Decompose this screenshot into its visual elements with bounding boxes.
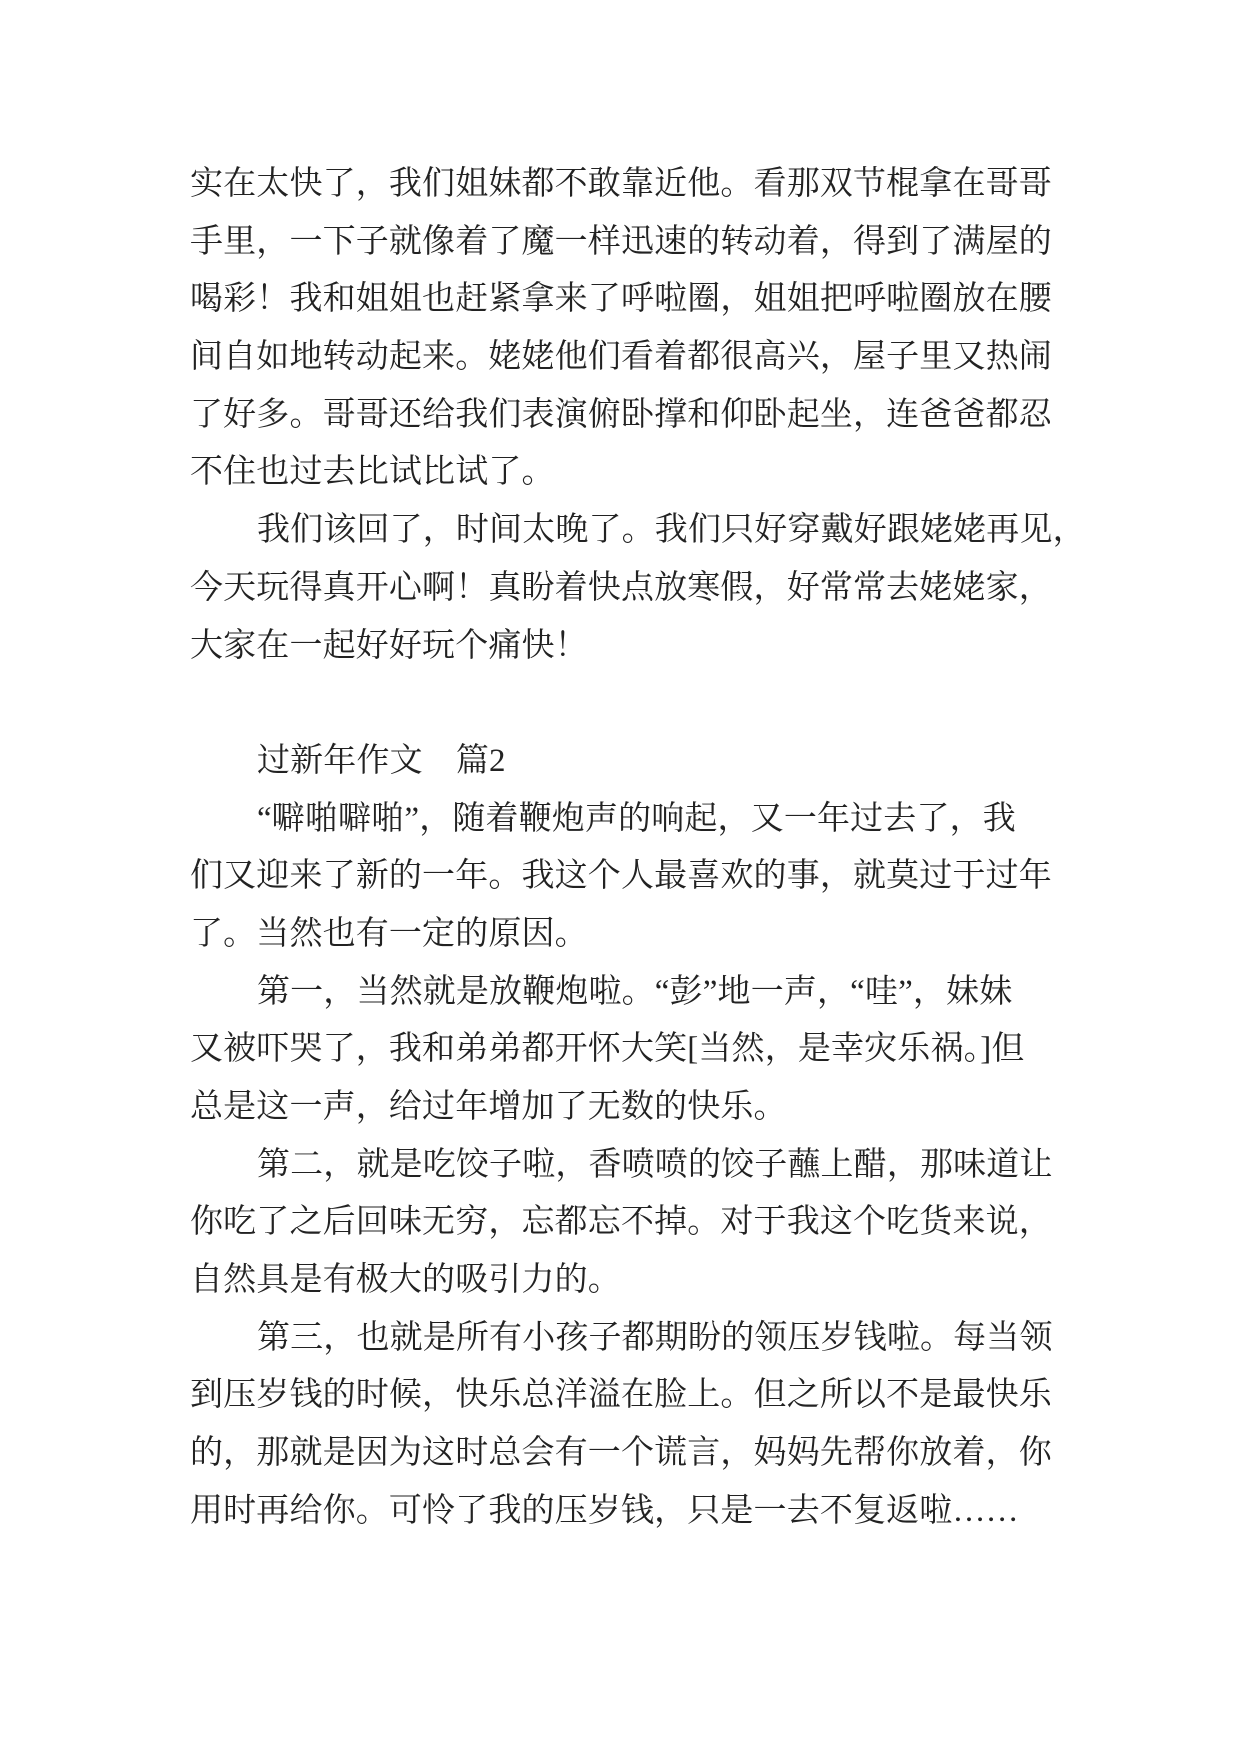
text-line: “噼啪噼啪”，随着鞭炮声的响起，又一年过去了，我	[257, 800, 1016, 837]
text-line: 今天玩得真开心啊！真盼着快点放寒假，好常常去姥姥家，	[190, 569, 1052, 606]
text-line: 到压岁钱的时候，快乐总洋溢在脸上。但之所以不是最快乐	[190, 1377, 1052, 1414]
text-line: 了。当然也有一定的原因。	[190, 915, 588, 952]
text-line: 了好多。哥哥还给我们表演俯卧撑和仰卧起坐，连爸爸都忍	[190, 396, 1052, 433]
text-line: 你吃了之后回味无穷，忘都忘不掉。对于我这个吃货来说，	[190, 1204, 1052, 1241]
text-line: 用时再给你。可怜了我的压岁钱，只是一去不复返啦……	[190, 1492, 1019, 1529]
text-line: 大家在一起好好玩个痛快！	[190, 627, 588, 664]
text-line: 的，那就是因为这时总会有一个谎言，妈妈先帮你放着，你	[190, 1435, 1052, 1472]
text-line: 手里，一下子就像着了魔一样迅速的转动着，得到了满屋的	[190, 223, 1052, 260]
essay-text-block	[190, 156, 1086, 1541]
text-line: 第三，也就是所有小孩子都期盼的领压岁钱啦。每当领	[257, 1319, 1053, 1356]
text-line: 实在太快了，我们姐妹都不敢靠近他。看那双节棍拿在哥哥	[190, 166, 1052, 202]
text-line: 总是这一声，给过年增加了无数的快乐。	[190, 1089, 787, 1125]
text-line: 们又迎来了新的一年。我这个人最喜欢的事，就莫过于过年	[190, 858, 1052, 895]
text-line: 喝彩！我和姐姐也赶紧拿来了呼啦圈，姐姐把呼啦圈放在腰	[190, 281, 1052, 318]
text-line: 我们该回了，时间太晚了。我们只好穿戴好跟姥姥再见，	[257, 512, 1086, 549]
section-heading: 过新年作文 篇2	[257, 742, 506, 779]
blank-line	[190, 675, 1053, 733]
text-line: 第二，就是吃饺子啦，香喷喷的饺子蘸上醋，那味道让	[257, 1146, 1053, 1183]
text-line: 间自如地转动起来。姥姥他们看着都很高兴，屋子里又热闹	[190, 339, 1052, 376]
text-line: 第一，当然就是放鞭炮啦。“彭”地一声，“哇”，妹妹	[257, 973, 1013, 1010]
text-line: 自然具是有极大的吸引力的。	[190, 1262, 621, 1299]
text-line: 不住也过去比试比试了。	[190, 454, 555, 491]
text-line: 又被吓哭了，我和弟弟都开怀大笑[当然，是幸灾乐祸。]但	[190, 1031, 1025, 1068]
